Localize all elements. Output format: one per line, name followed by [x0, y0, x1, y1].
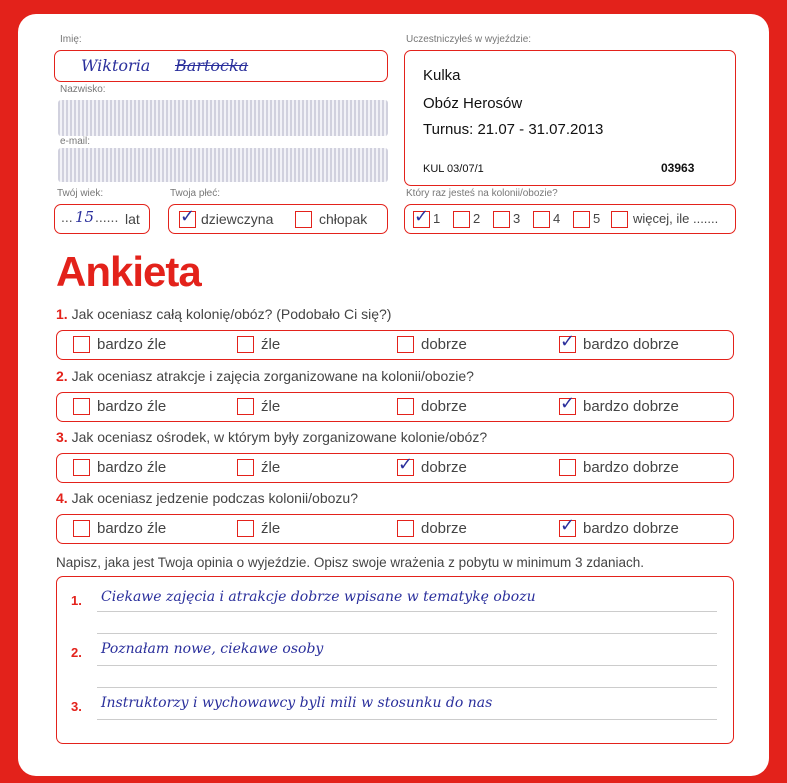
gender-label: Twoja płeć:: [170, 188, 221, 199]
gender-female-label: dziewczyna: [201, 211, 274, 227]
check-icon: ✓: [560, 515, 576, 536]
answer-checkbox[interactable]: [559, 459, 576, 476]
email-label: e-mail:: [60, 136, 91, 147]
camp-code: KUL 03/07/1: [423, 163, 484, 175]
times-3-label: 3: [513, 211, 521, 226]
answer-label: bardzo źle: [97, 398, 167, 415]
question-number: 1.: [56, 306, 68, 322]
answer-checkbox[interactable]: [73, 336, 90, 353]
answer-checkbox[interactable]: [397, 336, 414, 353]
check-icon: ✓: [414, 206, 430, 227]
ruled-line: [97, 633, 717, 634]
camp-info-box: [404, 50, 736, 186]
question-text: Jak oceniasz całą kolonię/obóz? (Podobało Ci się?): [71, 306, 392, 322]
opinion-box[interactable]: [56, 576, 734, 744]
question-number: 2.: [56, 368, 68, 384]
age-label: Twój wiek:: [57, 188, 104, 199]
gender-male-checkbox[interactable]: [295, 211, 312, 228]
answer-label: bardzo źle: [97, 520, 167, 537]
answer-checkbox[interactable]: [237, 398, 254, 415]
answer-checkbox[interactable]: [73, 520, 90, 537]
answer-checkbox[interactable]: [559, 393, 576, 415]
answer-label: bardzo dobrze: [583, 520, 679, 537]
age-unit: lat: [125, 211, 140, 227]
question-text: Jak oceniasz ośrodek, w którym były zorganizowane kolonie/obóz?: [71, 429, 488, 445]
email-redacted: [58, 148, 388, 182]
times-1-checkbox[interactable]: [413, 206, 430, 228]
camp-title: Obóz Herosów: [423, 95, 523, 112]
answer-label: bardzo dobrze: [583, 398, 679, 415]
ruled-line: [97, 687, 717, 688]
camp-name: Kulka: [423, 67, 461, 84]
times-1-label: 1: [433, 211, 441, 226]
opinion-number: 3.: [71, 699, 82, 714]
times-5-label: 5: [593, 211, 601, 226]
answer-checkbox[interactable]: [237, 459, 254, 476]
camp-number: 03963: [661, 161, 695, 175]
name-field[interactable]: [54, 50, 388, 82]
age-field[interactable]: ... 15 ...... lat: [54, 204, 150, 234]
age-value: 15: [75, 208, 95, 226]
gender-field: [168, 204, 388, 234]
participant-label: Uczestniczyłeś w wyjeździe:: [406, 34, 532, 45]
name-crossed: Bartocka: [175, 56, 249, 75]
answer-label: źle: [261, 336, 281, 353]
answer-label: bardzo dobrze: [583, 336, 679, 353]
ruled-line: [97, 719, 717, 720]
ruled-line: [97, 611, 717, 612]
answers-row-2: [56, 392, 734, 422]
answer-checkbox[interactable]: [397, 520, 414, 537]
answers-row-3: [56, 453, 734, 483]
answer-label: bardzo źle: [97, 336, 167, 353]
times-label: Który raz jesteś na kolonii/obozie?: [406, 188, 558, 199]
question-text: Jak oceniasz jedzenie podczas kolonii/obozu?: [71, 490, 358, 506]
answer-checkbox[interactable]: [397, 398, 414, 415]
answer-checkbox[interactable]: [397, 454, 414, 476]
page-title: Ankieta: [56, 248, 201, 295]
check-icon: ✓: [560, 331, 576, 352]
answers-row-4: [56, 514, 734, 544]
answer-checkbox[interactable]: [73, 398, 90, 415]
surname-label: Nazwisko:: [60, 84, 106, 95]
opinion-number: 1.: [71, 593, 82, 608]
answer-checkbox[interactable]: [559, 515, 576, 537]
answer-checkbox[interactable]: [73, 459, 90, 476]
times-4-label: 4: [553, 211, 561, 226]
question-2: [56, 368, 474, 384]
answer-label: dobrze: [421, 336, 467, 353]
times-2-label: 2: [473, 211, 481, 226]
answer-label: źle: [261, 398, 281, 415]
times-3-checkbox[interactable]: [493, 211, 510, 228]
answer-checkbox[interactable]: [237, 336, 254, 353]
check-icon: ✓: [180, 206, 196, 227]
answer-label: dobrze: [421, 398, 467, 415]
times-more-label: więcej, ile .......: [633, 211, 719, 226]
question-text: Jak oceniasz atrakcje i zajęcia zorganizowane na kolonii/obozie?: [71, 368, 474, 384]
answer-label: dobrze: [421, 459, 467, 476]
question-number: 3.: [56, 429, 68, 445]
times-5-checkbox[interactable]: [573, 211, 590, 228]
ruled-line: [97, 665, 717, 666]
surname-redacted: [58, 100, 388, 136]
question-number: 4.: [56, 490, 68, 506]
check-icon: ✓: [398, 454, 414, 475]
opinion-number: 2.: [71, 645, 82, 660]
opinion-line-1: Ciekawe zajęcia i atrakcje dobrze wpisane w tematykę obozu: [101, 589, 536, 605]
opinion-line-2: Poznałam nowe, ciekawe osoby: [101, 641, 324, 657]
camp-dates: Turnus: 21.07 - 31.07.2013: [423, 121, 604, 138]
question-3: [56, 429, 487, 445]
question-1: [56, 306, 391, 322]
check-icon: ✓: [560, 393, 576, 414]
name-label: Imię:: [60, 34, 82, 45]
answer-checkbox[interactable]: [237, 520, 254, 537]
times-more-checkbox[interactable]: [611, 211, 628, 228]
answer-label: dobrze: [421, 520, 467, 537]
question-4: [56, 490, 358, 506]
name-value: Wiktoria: [81, 56, 151, 75]
answer-label: źle: [261, 459, 281, 476]
answer-label: bardzo dobrze: [583, 459, 679, 476]
gender-male-label: chłopak: [319, 211, 368, 227]
times-4-checkbox[interactable]: [533, 211, 550, 228]
opinion-line-3: Instruktorzy i wychowawcy byli mili w stosunku do nas: [101, 695, 493, 711]
gender-female-checkbox[interactable]: [179, 206, 196, 228]
answer-label: bardzo źle: [97, 459, 167, 476]
opinion-prompt: Napisz, jaka jest Twoja opinia o wyjeździe. Opisz swoje wrażenia z pobytu w minimum 3 zdaniach.: [56, 555, 645, 570]
times-field: [404, 204, 736, 234]
answers-row-1: [56, 330, 734, 360]
times-2-checkbox[interactable]: [453, 211, 470, 228]
answer-checkbox[interactable]: [559, 331, 576, 353]
answer-label: źle: [261, 520, 281, 537]
